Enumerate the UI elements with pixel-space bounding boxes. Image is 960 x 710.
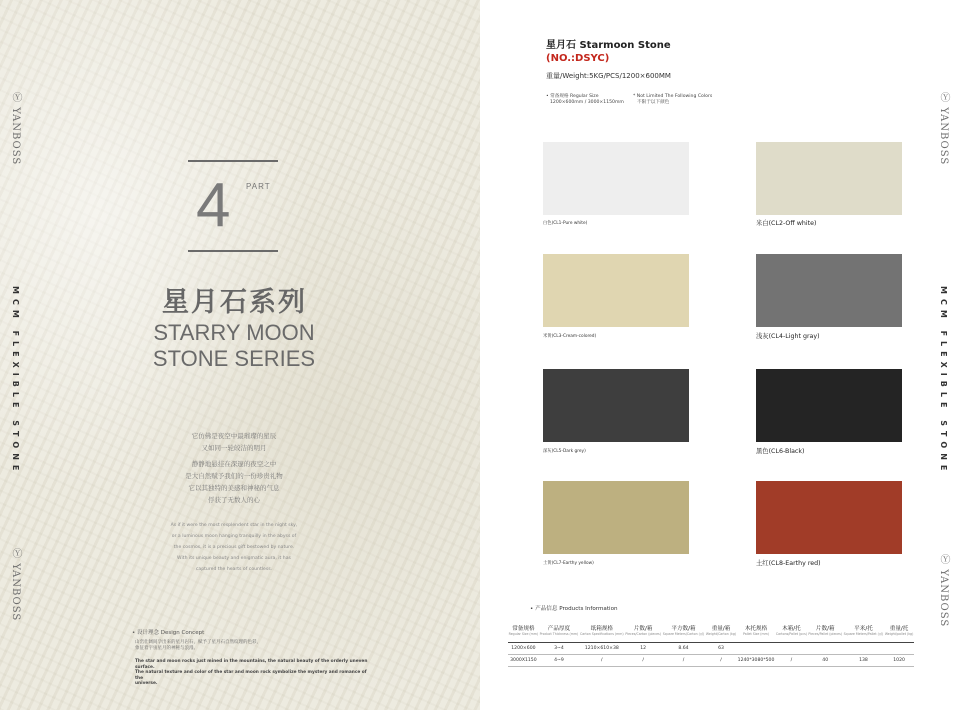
col-header: 木箱/托 Cartons/Pallet (pcs) — [775, 618, 807, 643]
series-title-cn: 星月石系列 — [162, 287, 307, 318]
swatch-cl8 — [756, 481, 902, 554]
side-text-left: MCM FLEXIBLE STONE — [11, 286, 20, 476]
swatch-cl4 — [756, 254, 902, 327]
swatch-cl3-label: 米黄(CL3-Cream-colored) — [543, 334, 597, 339]
design-concept-en: The star and moon rocks just mined in the mountains, the natural beauty of the orderly uneven surface. The natural texture and color of the star and moon rock symbolize the mystery and romance of the universe. — [135, 659, 368, 686]
swatch-cl6 — [756, 369, 902, 442]
swatch-cl2-label: 米白(CL2-Off white) — [756, 220, 817, 227]
regular-size-note: • 常备规格 Regular Size 1200×600mm / 3000×1150mm — [546, 94, 624, 105]
side-text-right: MCM FLEXIBLE STONE — [939, 286, 948, 476]
brand-logo-right-bottom: Ⓨ YANBOSS — [938, 554, 949, 628]
poem-cn: 它仿佛是夜空中最璀璨的星辰 又如同一轮皎洁的明月 静静地悬挂在深邃的夜空之中 是大自然赋予我们的一份珍贵礼物 它以其独特的美感和神秘的气息 俘获了无数人的心 — [185, 432, 283, 504]
brand-logo-top: Ⓨ YANBOSS — [10, 92, 21, 166]
product-weight: 重量/Weight:5KG/PCS/1200×600MM — [546, 72, 671, 80]
series-title-en — [114, 320, 354, 372]
brand-logo-right-top: Ⓨ YANBOSS — [938, 92, 949, 166]
col-header: 平方数/箱 Square Meters/Carton (㎡) — [662, 618, 705, 643]
part-number: 4 — [196, 171, 231, 240]
design-concept-cn: 山峦壮阔间孕出来的星月岩石，赋予了星月石自然纹理的色彩， 象征着宇宙星月的神秘与浪漫。 — [135, 640, 261, 651]
product-number: (NO.:DSYC) — [546, 53, 610, 64]
col-header: 木托规格 Pallet Size (mm) — [737, 618, 775, 643]
series-title-en-line2: STONE SERIES — [152, 346, 316, 371]
part-rule-bottom — [188, 250, 278, 252]
brand-logo-bottom: Ⓨ YANBOSS — [10, 548, 21, 622]
design-concept-heading: • 设计理念 Design Concept — [132, 630, 205, 636]
swatch-cl4-label: 浅灰(CL4-Light gray) — [756, 333, 820, 340]
swatch-cl5-label: 深灰(CL5-Dark grey) — [543, 449, 586, 454]
col-header: 片数/箱 Pieces/Carton (pieces) — [625, 618, 662, 643]
products-info-heading: • 产品信息 Products Information — [530, 606, 618, 612]
col-header: 常备规格 Regular Size (mm) — [508, 618, 539, 643]
part-rule-top — [188, 160, 278, 162]
part-label: PART — [246, 182, 271, 191]
swatch-cl7-label: 土黄(CL7-Earthy yellow) — [543, 561, 594, 566]
col-header: 产品厚度 Product Thickness (mm) — [539, 618, 579, 643]
products-info-table — [508, 618, 914, 667]
series-title-en-line1: STARRY MOON — [153, 320, 315, 345]
col-header: 平米/托 Square Meters/Pallet (㎡) — [843, 618, 884, 643]
poem-en: As if it were the most resplendent star in the night sky, or a luminous moon hanging tranquilly in the abyss of the cosmos, it is a precious gift bestowed by nature. With its unique beauty and enigmatic aura, it has captured the hearts of countless. — [170, 523, 298, 572]
col-header: 纸箱规格 Carton Specifications (mm) — [579, 618, 624, 643]
swatch-cl7 — [543, 481, 689, 554]
col-header: 片数/箱 Pieces/Pallet (pieces) — [808, 618, 843, 643]
col-header: 重量/箱 Weight/Carton (kg) — [705, 618, 737, 643]
swatch-cl6-label: 黑色(CL6-Black) — [756, 448, 805, 455]
table-row: 1200×600 3~4 1210×610×38 12 8.64 63 — [508, 643, 914, 655]
table-row: 3000X1150 4~9 / / / / 1240*3080*500 / 40 138 1020 — [508, 655, 914, 667]
swatch-cl8-label: 土红(CL8-Earthy red) — [756, 560, 821, 567]
col-header: 重量/托 Weight/pallet (kg) — [884, 618, 914, 643]
right-page — [480, 0, 960, 710]
swatch-cl1 — [543, 142, 689, 215]
swatch-cl5 — [543, 369, 689, 442]
colors-note: * Not Limited The Following Colors 不限于以下颜色 — [633, 94, 713, 105]
table-header-row — [508, 618, 914, 643]
product-title: 星月石 Starmoon Stone — [546, 40, 671, 51]
swatch-cl1-label: 白色(CL1-Pure white) — [543, 221, 588, 226]
swatch-cl2 — [756, 142, 902, 215]
swatch-cl3 — [543, 254, 689, 327]
